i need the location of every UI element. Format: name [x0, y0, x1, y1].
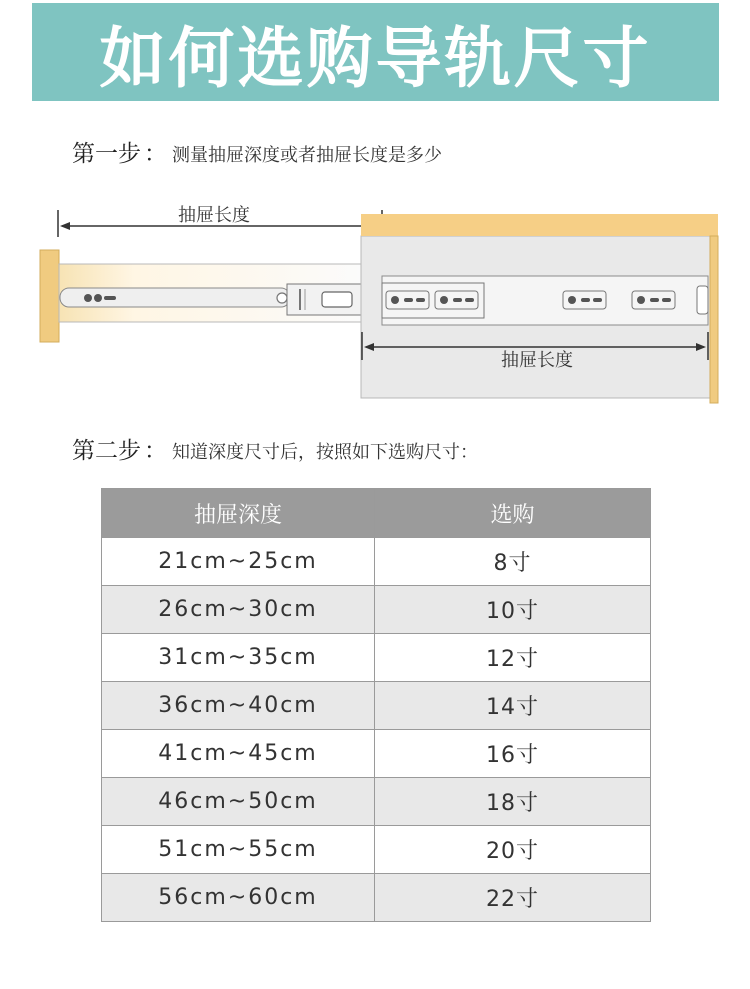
step-one-label: 第一步: [72, 141, 141, 167]
step-two-colon: ：: [144, 438, 167, 464]
rail-rivet: [277, 293, 287, 303]
size-cell: 12寸: [375, 634, 651, 682]
depth-cell: 51cm~55cm: [102, 826, 375, 874]
step-two-label: 第二步: [72, 438, 141, 464]
depth-cell: 31cm~35cm: [102, 634, 375, 682]
rail-screw-hole: [84, 294, 92, 302]
depth-cell: 41cm~45cm: [102, 730, 375, 778]
cabinet-back-wood: [710, 236, 718, 403]
step-one-text: 测量抽屉深度或者抽屉长度是多少: [172, 145, 442, 166]
cabinet-top-wood: [361, 214, 718, 236]
table-row: [102, 730, 651, 778]
arrow-left: [60, 222, 70, 230]
table-row: [102, 874, 651, 922]
rail-screw-hole: [94, 294, 102, 302]
size-cell: 14寸: [375, 682, 651, 730]
top-dimension-label: 抽屉长度: [178, 205, 250, 226]
depth-cell: 46cm~50cm: [102, 778, 375, 826]
table-row: [102, 586, 651, 634]
size-cell: 22寸: [375, 874, 651, 922]
depth-cell: 26cm~30cm: [102, 586, 375, 634]
table-row: [102, 538, 651, 586]
rail-clip-button: [322, 292, 352, 307]
top-dimension: [58, 205, 382, 237]
table-row: [102, 682, 651, 730]
size-cell: 20寸: [375, 826, 651, 874]
depth-cell: 36cm~40cm: [102, 682, 375, 730]
table-row: [102, 778, 651, 826]
size-cell: 18寸: [375, 778, 651, 826]
depth-cell: 56cm~60cm: [102, 874, 375, 922]
size-cell: 8寸: [375, 538, 651, 586]
step-one-colon: ：: [144, 141, 167, 167]
table-row: [102, 826, 651, 874]
page-title: 如何选购导轨尺寸: [99, 19, 652, 97]
table-row: [102, 634, 651, 682]
drawer-rail-diagram: [0, 195, 750, 410]
title-banner: [32, 3, 719, 101]
depth-cell: 21cm~25cm: [102, 538, 375, 586]
rail-end-stop: [697, 286, 708, 314]
inner-rail-section: [40, 250, 382, 342]
column-header-size: 选购: [375, 489, 651, 538]
left-wood-panel: [40, 250, 59, 342]
size-table: [101, 488, 651, 922]
bottom-dimension-label: 抽屉长度: [501, 350, 573, 371]
size-cell: 16寸: [375, 730, 651, 778]
table-header-row: [102, 489, 651, 538]
step-two-text: 知道深度尺寸后，按照如下选购尺寸：: [172, 442, 478, 463]
rail-slot: [104, 296, 116, 300]
cabinet-section: [361, 214, 718, 403]
size-cell: 10寸: [375, 586, 651, 634]
column-header-depth: 抽屉深度: [102, 489, 375, 538]
step-two: [72, 432, 478, 465]
step-one: [72, 135, 442, 168]
